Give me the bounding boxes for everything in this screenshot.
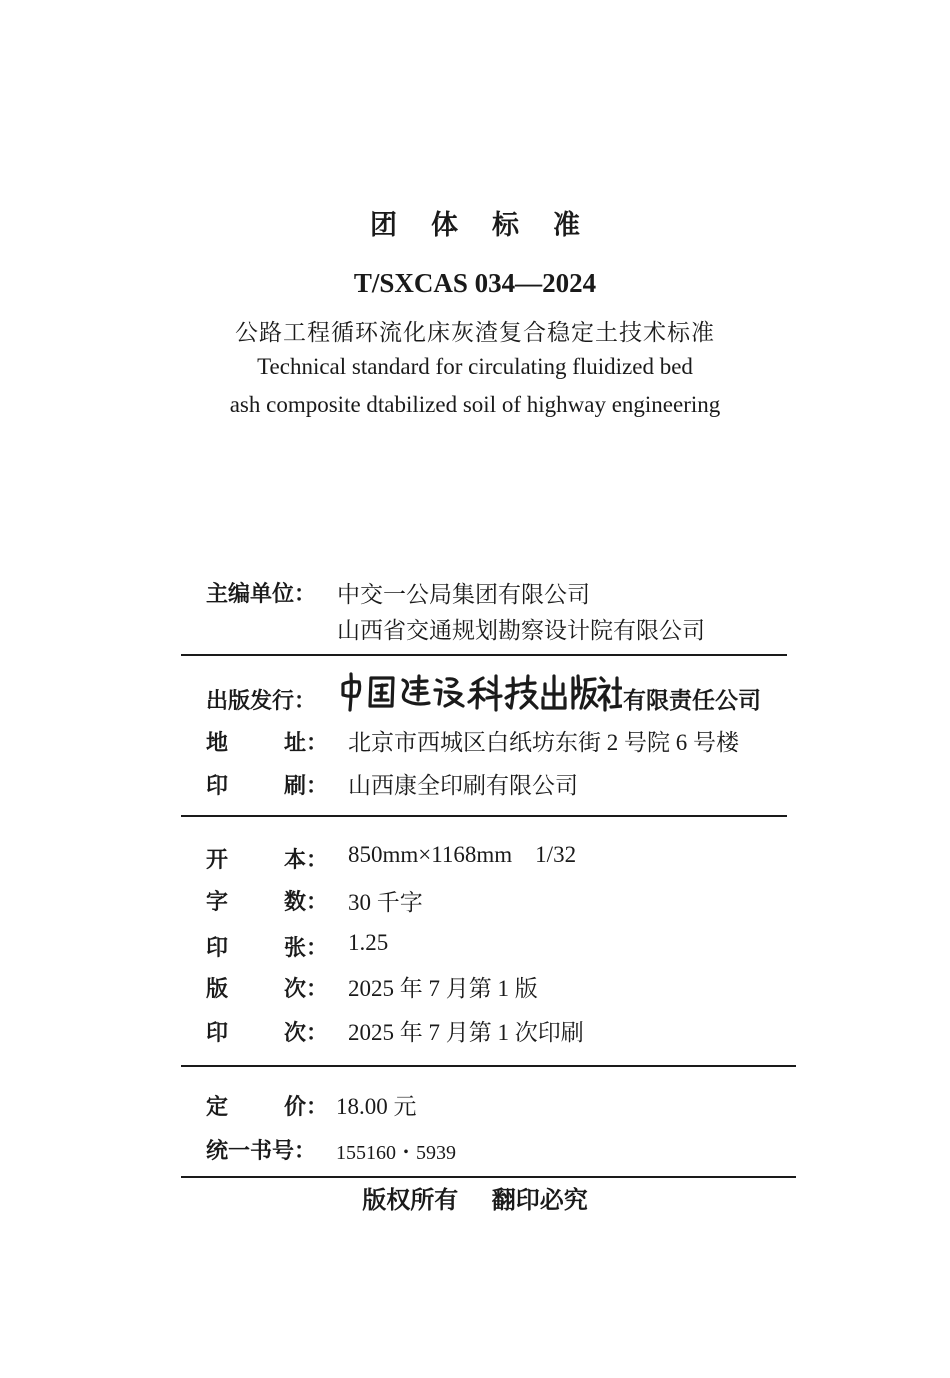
printing-label-a: 印 — [206, 1021, 229, 1046]
printer-name: 山西康全印刷有限公司 — [348, 773, 578, 798]
publisher-label: 出版发行： — [206, 689, 317, 714]
divider-1 — [181, 654, 787, 656]
publisher-calligraphy-logo — [337, 670, 622, 712]
editors-label: 主编单位： — [206, 582, 317, 607]
edition-info: 2025 年 7 月第 1 版 — [348, 976, 538, 1001]
standard-type-heading: 团体标准 — [370, 210, 614, 241]
publisher-address: 北京市西城区白纸坊东街 2 号院 6 号楼 — [348, 730, 739, 755]
book-price: 18.00 元 — [336, 1094, 417, 1119]
printed-sheets: 1.25 — [348, 930, 389, 955]
words-label-b: 数： — [284, 890, 329, 915]
isbn-label: 统一书号： — [206, 1139, 317, 1164]
edition-label-a: 版 — [206, 977, 229, 1002]
words-label-a: 字 — [206, 890, 229, 915]
standard-code: T/SXCAS 034—2024 — [353, 268, 597, 298]
address-label-a: 地 — [206, 731, 229, 756]
divider-4 — [181, 1176, 796, 1178]
price-label-b: 价： — [284, 1095, 329, 1120]
unified-book-number: 155160・5939 — [336, 1142, 456, 1164]
printing-info: 2025 年 7 月第 1 次印刷 — [348, 1020, 584, 1045]
address-label-b: 址： — [284, 731, 329, 756]
editor-org-1: 中交一公局集团有限公司 — [337, 582, 590, 607]
standard-title-chinese: 公路工程循环流化床灰渣复合稳定土技术标准 — [235, 320, 715, 346]
word-count: 30 千字 — [348, 890, 423, 915]
standard-title-english-line1: Technical standard for circulating fluidized bed — [257, 354, 693, 379]
publisher-name-suffix: 有限责任公司 — [623, 688, 761, 714]
divider-2 — [181, 815, 787, 817]
format-label-b: 本： — [284, 848, 329, 873]
divider-3 — [181, 1065, 796, 1067]
edition-label-b: 次： — [284, 977, 329, 1002]
printing-label-b: 次： — [284, 1021, 329, 1046]
book-format: 850mm×1168mm 1/32 — [348, 842, 577, 867]
price-label-a: 定 — [206, 1095, 229, 1120]
format-label-a: 开 — [206, 848, 229, 873]
sheets-label-b: 张： — [284, 936, 329, 961]
standard-title-english-line2: ash composite dtabilized soil of highway engineering — [229, 392, 721, 417]
printer-label-b: 刷： — [284, 774, 329, 799]
sheets-label-a: 印 — [206, 936, 229, 961]
printer-label-a: 印 — [206, 774, 229, 799]
editor-org-2: 山西省交通规划勘察设计院有限公司 — [337, 618, 705, 643]
copyright-notice: 版权所有 翻印必究 — [362, 1186, 588, 1214]
